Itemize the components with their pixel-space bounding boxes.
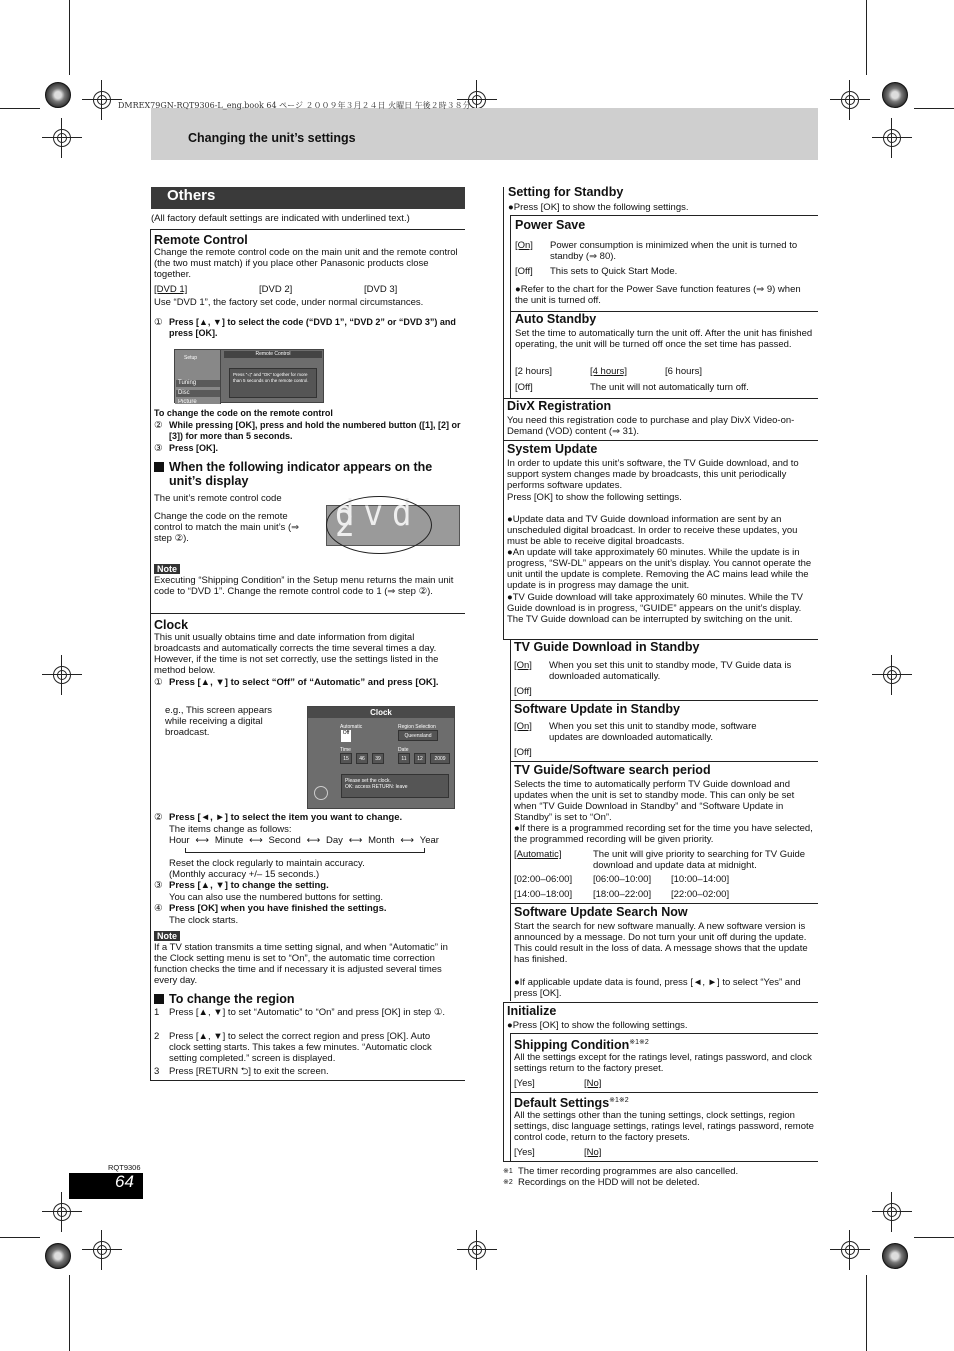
screen-menu: Setup bbox=[184, 355, 198, 361]
tvg-on-desc: When you set this unit to standby mode, TV Guide data is downloaded automatically. bbox=[549, 660, 792, 682]
registration-ball-top-right bbox=[882, 82, 908, 108]
ps-off-desc: This sets to Quick Start Mode. bbox=[550, 266, 678, 277]
date-month: 12 bbox=[414, 753, 426, 764]
crosshair-mark bbox=[457, 1230, 497, 1270]
step-number: ④ bbox=[154, 903, 163, 914]
period-bullet: ●If there is a programmed recording set for the time you have selected, the programmed recording will be given priority. bbox=[514, 823, 813, 845]
remote-step2: While pressing [OK], press and hold the numbered button ([1], [2] or [3]) for more than 5 seconds. bbox=[169, 420, 461, 441]
ps-ref: ●Refer to the chart for the Power Save function features (⇒ 9) when the unit is turned off. bbox=[515, 284, 801, 306]
remote-use: Use “DVD 1”, the factory set code, under normal circumstances. bbox=[154, 297, 424, 308]
trim-line bbox=[69, 0, 70, 75]
step-number: ③ bbox=[154, 880, 163, 891]
remote-title: Remote Control bbox=[154, 233, 248, 247]
trim-line bbox=[866, 1275, 867, 1351]
screen-title: Remote Control bbox=[224, 351, 322, 358]
crosshair-mark bbox=[872, 1192, 912, 1232]
init-press: ●Press [OK] to show the following settings. bbox=[507, 1020, 688, 1031]
clock-msg2: OK: access RETURN: leave bbox=[345, 784, 408, 790]
swnow-bullet: ●If applicable update data is found, press [◄, ►] to select “Yes” and press [OK]. bbox=[514, 977, 801, 999]
default-yes: [Yes] bbox=[514, 1147, 535, 1158]
period-slot: [02:00–06:00] bbox=[514, 874, 573, 885]
tvg-on-label: [On] bbox=[514, 660, 532, 671]
footnote-mark: ※1 bbox=[503, 1168, 513, 1175]
remote-option-3: [DVD 3] bbox=[364, 284, 398, 295]
time-second: 39 bbox=[372, 753, 384, 764]
system-update-bullet: ●TV Guide download will take approximately 60 minutes. While the TV Guide download is in progress, “GUIDE” appears on the unit’s display. The TV Guide download can be interrupted by switching on the unit. bbox=[507, 592, 803, 625]
column-rule bbox=[510, 1033, 511, 1162]
file-meta: DMREX79GN-RQT9306-L_eng.book 64 ページ ２００９年３月２４日 火曜日 午後２時３８分 bbox=[118, 101, 471, 110]
divider bbox=[510, 903, 818, 904]
section-title: Others bbox=[151, 187, 465, 209]
clock-note: If a TV station transmits a time setting signal, and when “Automatic” in the Clock setting menu is set to “On”, the automatic time correction function checks the time and if necessary it is adjusted several times every day. bbox=[154, 942, 448, 986]
shipping-no: [No] bbox=[584, 1078, 602, 1089]
ps-off-label: [Off] bbox=[515, 266, 533, 277]
trim-line bbox=[0, 1237, 40, 1238]
shipping-desc: All the settings except for the ratings level, ratings password, and clock settings return to the factory preset. bbox=[514, 1052, 812, 1074]
standby-press: ●Press [OK] to show the following settings. bbox=[508, 202, 689, 213]
auto-opt: [6 hours] bbox=[665, 366, 702, 377]
clock-desc: This unit usually obtains time and date information from digital broadcasts and automatically corrects the time several times a day. However, if the time is not set correctly, use the settings listed in the method below. bbox=[154, 632, 439, 676]
ps-on-desc: Power consumption is minimized when the unit is turned to standby (⇒ 80). bbox=[550, 240, 798, 262]
period-slot: [06:00–10:00] bbox=[593, 874, 652, 885]
tvg-off-label: [Off] bbox=[514, 686, 532, 697]
cycle-arrow-icon: ⟷ bbox=[249, 835, 263, 846]
swnow-desc: Start the search for new software manually. A new software version is announced by a message. Do not turn your unit off during the update. This could result in the loss of data. A message shows that the update has finished. bbox=[514, 921, 808, 965]
divider bbox=[510, 700, 818, 701]
period-title: TV Guide/Software search period bbox=[514, 763, 711, 777]
swu-title: Software Update in Standby bbox=[514, 702, 680, 716]
tvg-title: TV Guide Download in Standby bbox=[514, 640, 700, 654]
divider bbox=[503, 440, 818, 441]
region-step3: Press [RETURN ⮌] to exit the screen. bbox=[169, 1066, 329, 1077]
header-title: Changing the unit’s settings bbox=[188, 131, 356, 145]
swu-off-label: [Off] bbox=[514, 747, 532, 758]
date-year: 2009 bbox=[430, 753, 450, 764]
region-step1: Press [▲, ▼] to set “Automatic” to “On” and press [OK] in step ①. bbox=[169, 1007, 445, 1018]
time-label: Time bbox=[340, 747, 351, 753]
divider bbox=[503, 1161, 818, 1162]
default-title: Default Settings$^{※1※2}$ bbox=[514, 1096, 629, 1111]
highlight-oval bbox=[326, 496, 432, 554]
clock-title: Clock bbox=[154, 618, 189, 632]
period-slot: [18:00–22:00] bbox=[593, 889, 652, 900]
default-desc: All the settings other than the tuning settings, clock settings, region settings, disc language settings, ratings level, ratings password, remote control code, return to the factory presets. bbox=[514, 1110, 814, 1143]
footnote-ref: ※1※2 bbox=[629, 1039, 649, 1046]
column-rule bbox=[150, 229, 151, 1081]
clock-reset2: (Monthly accuracy +/– 15 seconds.) bbox=[169, 869, 320, 880]
indicator-desc: The unit’s remote control code bbox=[154, 493, 282, 504]
crosshair-mark bbox=[872, 655, 912, 695]
divider bbox=[510, 1092, 818, 1093]
indicator-title: When the following indicator appears on the unit’s display bbox=[169, 460, 433, 488]
auto-value: Off bbox=[341, 730, 351, 742]
shipping-yes: [Yes] bbox=[514, 1078, 535, 1089]
date-day: 11 bbox=[398, 753, 410, 764]
region-value: Queensland bbox=[398, 730, 438, 741]
crosshair-mark bbox=[42, 118, 82, 158]
cycle-item: Day bbox=[326, 835, 343, 846]
divider bbox=[510, 1033, 818, 1034]
region-step-num: 1 bbox=[154, 1007, 160, 1018]
auto-off-label: [Off] bbox=[515, 382, 533, 393]
indicator-desc2: Change the code on the remote control to match the main unit’s (⇒ step ②). bbox=[154, 511, 300, 544]
footnote-1: The timer recording programmes are also cancelled. bbox=[518, 1166, 739, 1177]
system-update-press: Press [OK] to show the following settings. bbox=[507, 492, 682, 503]
registration-ball-bottom-right bbox=[882, 1243, 908, 1269]
trim-line bbox=[69, 1275, 70, 1351]
auto-standby-desc: Set the time to automatically turn the unit off. After the unit has finished operating, the unit will be turned off once the set time has passed. bbox=[515, 328, 813, 350]
default-no: [No] bbox=[584, 1147, 602, 1158]
footnote-2: Recordings on the HDD will not be deleted. bbox=[518, 1177, 700, 1188]
clock-section bbox=[154, 618, 462, 676]
divx-title: DivX Registration bbox=[507, 399, 612, 413]
auto-standby-title: Auto Standby bbox=[515, 312, 597, 326]
cycle-arrow-icon: ⟷ bbox=[400, 835, 414, 846]
crosshair-mark bbox=[872, 118, 912, 158]
auto-label: Automatic bbox=[340, 724, 363, 730]
model-code: RQT9306 bbox=[108, 1163, 141, 1172]
clock-reset1: Reset the clock regularly to maintain accuracy. bbox=[169, 858, 365, 869]
page-header bbox=[118, 101, 818, 160]
crosshair-mark bbox=[82, 1230, 122, 1270]
cycle-item: Hour bbox=[169, 835, 190, 846]
period-slot: [14:00–18:00] bbox=[514, 889, 573, 900]
power-save-title: Power Save bbox=[515, 218, 586, 232]
auto-opt: [2 hours] bbox=[515, 366, 552, 377]
clock-screen bbox=[307, 706, 455, 809]
divx-desc: You need this registration code to purchase and play DivX Video-on-Demand (VOD) content (⇒ 31). bbox=[507, 415, 795, 437]
divider bbox=[151, 1080, 465, 1081]
remote-desc: Change the remote control code on the main unit and the remote control (the two must match) if you place other Panasonic products close together. bbox=[154, 247, 458, 280]
step-number: ② bbox=[154, 812, 163, 823]
divider bbox=[510, 215, 818, 216]
period-auto-label: [Automatic] bbox=[514, 849, 562, 860]
swnow-title: Software Update Search Now bbox=[514, 905, 688, 919]
remote-step3: Press [OK]. bbox=[169, 443, 219, 453]
swu-on-desc: When you set this unit to standby mode, software updates are downloaded automatically. bbox=[549, 721, 757, 743]
column-rule bbox=[503, 1002, 504, 1162]
column-rule bbox=[510, 215, 511, 398]
system-update-bullet: ●An update will take approximately 60 minutes. While the update is in progress, “SW-DL” appears on the unit’s display. You cannot operate the unit until the update is complete. Removing the AC mains lead while the update is in progress may damage the unit. bbox=[507, 547, 812, 591]
divider bbox=[503, 1002, 818, 1003]
screen-item: Tuning bbox=[176, 380, 220, 387]
column-rule bbox=[503, 187, 504, 639]
note-badge: Note bbox=[154, 931, 180, 942]
cycle-diagram bbox=[169, 835, 439, 846]
remote-option-1: [DVD 1] bbox=[154, 284, 188, 295]
time-hour: 15 bbox=[340, 753, 352, 764]
region-step-num: 2 bbox=[154, 1031, 160, 1042]
period-auto-desc: The unit will give priority to searching for TV Guide download and update data at midnight. bbox=[593, 849, 806, 871]
init-title: Initialize bbox=[507, 1004, 557, 1018]
column-rule bbox=[510, 639, 511, 1001]
time-minute: 46 bbox=[356, 753, 368, 764]
trim-line bbox=[914, 108, 954, 109]
region-step-num: 3 bbox=[154, 1066, 160, 1077]
remote-note: Executing “Shipping Condition” in the Setup menu returns the main unit code to “DVD 1”. Change the remote control code to 1 (⇒ step ②). bbox=[154, 575, 454, 597]
divider bbox=[510, 761, 818, 762]
standby-title: Setting for Standby bbox=[508, 185, 624, 199]
footnote-ref: ※1※2 bbox=[609, 1097, 629, 1104]
period-slot: [10:00–14:00] bbox=[671, 874, 730, 885]
trim-line bbox=[0, 108, 40, 109]
remote-control-section bbox=[154, 233, 462, 308]
clock-step3b: You can also use the numbered buttons for setting. bbox=[169, 892, 384, 903]
cycle-arrow-icon: ⟷ bbox=[195, 835, 210, 846]
clock-screen-title: Clock bbox=[308, 707, 454, 718]
crosshair-mark bbox=[82, 80, 122, 120]
crosshair-mark bbox=[42, 655, 82, 695]
defaults-note: (All factory default settings are indicated with underlined text.) bbox=[151, 213, 410, 224]
cycle-arrow-icon: ⟷ bbox=[306, 835, 321, 846]
cycle-return-line bbox=[185, 848, 425, 853]
remote-step1: Press [▲, ▼] to select the code (“DVD 1”, “DVD 2” or “DVD 3”) and press [OK]. bbox=[169, 317, 456, 338]
footnote-mark: ※2 bbox=[503, 1179, 513, 1186]
registration-ball-bottom-left bbox=[45, 1243, 71, 1269]
date-label: Date bbox=[398, 747, 409, 753]
step-number: ① bbox=[154, 317, 163, 328]
auto-opt: [4 hours] bbox=[590, 366, 627, 377]
period-slot: [22:00–02:00] bbox=[671, 889, 730, 900]
swu-on-label: [On] bbox=[514, 721, 532, 732]
cycle-item: Month bbox=[368, 835, 395, 846]
trim-line bbox=[914, 1237, 954, 1238]
region-title: To change the region bbox=[169, 992, 295, 1006]
crosshair-mark bbox=[830, 80, 870, 120]
lcd-text: dvd 2 bbox=[335, 493, 421, 545]
remote-option-2: [DVD 2] bbox=[259, 284, 293, 295]
note-badge: Note bbox=[154, 564, 180, 575]
region-step2: Press [▲, ▼] to select the correct region and press [OK]. Auto clock setting starts. This takes a few minutes. “Automatic clock setting completed.” screen is displayed. bbox=[169, 1031, 432, 1064]
clock-step3: Press [▲, ▼] to change the setting. bbox=[169, 880, 329, 891]
screen-item: Disc bbox=[176, 390, 220, 397]
crosshair-mark bbox=[830, 1230, 870, 1270]
remote-dpad-icon bbox=[314, 786, 328, 800]
square-bullet-icon bbox=[154, 994, 164, 1004]
registration-ball-top-left bbox=[45, 82, 71, 108]
trim-line bbox=[866, 0, 867, 75]
clock-msg1: Please set the clock. bbox=[345, 778, 391, 784]
clock-step2: Press [◄, ►] to select the item you want to change. bbox=[169, 812, 403, 823]
step-number: ① bbox=[154, 677, 163, 688]
change-code-title: To change the code on the remote control bbox=[154, 408, 333, 418]
square-bullet-icon bbox=[154, 462, 164, 472]
system-update-desc: In order to update this unit’s software, the TV Guide download, and to support system changes made by broadcasts, this unit periodically performs software updates. bbox=[507, 458, 799, 491]
clock-step4b: The clock starts. bbox=[169, 915, 239, 926]
remote-screen bbox=[174, 349, 324, 403]
screen-item: Picture bbox=[178, 399, 197, 404]
period-desc: Selects the time to automatically perform TV Guide download and updates when the unit is set to standby mode. This can only be set when “TV Guide Download in Standby” and “Software Update in Standby” is set to “On”. bbox=[514, 779, 795, 823]
cycle-item: Minute bbox=[214, 835, 244, 846]
cycle-arrow-icon: ⟷ bbox=[348, 835, 363, 846]
step-number: ② bbox=[154, 420, 163, 431]
cycle-item: Year bbox=[419, 835, 439, 846]
screen-text: Press “◁” and “OK” together for more than 5 seconds on the remote control. bbox=[229, 368, 317, 398]
ps-on-label: [On] bbox=[515, 240, 533, 251]
clock-step4: Press [OK] when you have finished the settings. bbox=[169, 903, 387, 914]
system-update-bullet: ●Update data and TV Guide download information are sent by an unscheduled digital broadcast. In order to receive these updates, you must be able to receive digital broadcasts. bbox=[507, 514, 798, 547]
auto-off-desc: The unit will not automatically turn off. bbox=[590, 382, 749, 393]
clock-step2b: The items change as follows: bbox=[169, 824, 292, 835]
divider bbox=[151, 613, 465, 614]
divider bbox=[151, 229, 465, 230]
clock-example: e.g., This screen appears while receiving a digital broadcast. bbox=[165, 705, 273, 738]
step-number: ③ bbox=[154, 443, 163, 454]
page-number: 64 bbox=[69, 1173, 143, 1199]
clock-step1: Press [▲, ▼] to select “Off” of “Automatic” and press [OK]. bbox=[169, 677, 439, 688]
cycle-item: Second bbox=[268, 835, 301, 846]
system-update-title: System Update bbox=[507, 442, 598, 456]
region-label: Region Selection bbox=[398, 724, 436, 730]
shipping-title: Shipping Condition$^{※1※2}$ bbox=[514, 1038, 649, 1053]
